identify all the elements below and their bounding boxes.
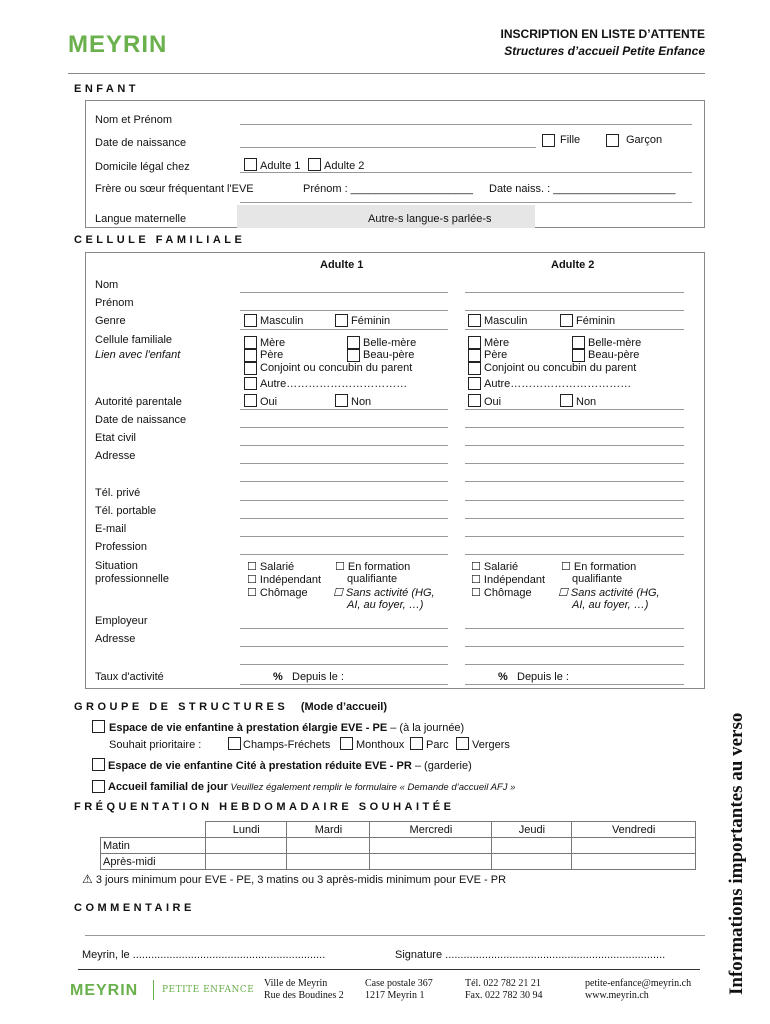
a2-independant-option[interactable]: ☐ Indépendant bbox=[471, 574, 546, 586]
eve-pe-title: Espace de vie enfantine à prestation élargie EVE - PE bbox=[109, 722, 388, 734]
vergers-label: Vergers bbox=[472, 739, 510, 751]
champs-frechets-checkbox[interactable] bbox=[228, 737, 241, 750]
a2-adresse-employeur-field-1[interactable] bbox=[465, 646, 684, 647]
footer-tel: Tél. 022 782 21 21 bbox=[465, 978, 541, 989]
row-employeur: Employeur bbox=[95, 615, 148, 627]
row-profession: Profession bbox=[95, 541, 147, 553]
afj-note: Veuillez également remplir le formulaire « Demande d’accueil AFJ » bbox=[227, 782, 516, 793]
a1-adresse-field-2[interactable] bbox=[240, 481, 448, 482]
a1-autre-checkbox[interactable] bbox=[244, 377, 257, 390]
a1-employeur-field[interactable] bbox=[240, 628, 448, 629]
a2-adresse-employeur-field-2[interactable] bbox=[465, 664, 684, 665]
row-taux: Taux d'activité bbox=[95, 671, 164, 683]
a1-beau-pere-label: Beau-père bbox=[363, 349, 415, 361]
domicile-adulte1-checkbox[interactable] bbox=[244, 158, 257, 171]
domicile-adulte2-label: Adulte 2 bbox=[324, 160, 365, 172]
a1-autorite-line bbox=[240, 409, 448, 410]
a1-salarie-option[interactable]: ☐ Salarié bbox=[247, 561, 295, 573]
a2-adresse-field-1[interactable] bbox=[465, 463, 684, 464]
a1-date-field[interactable] bbox=[240, 427, 448, 428]
a1-oui-checkbox[interactable] bbox=[244, 394, 257, 407]
a2-conjoint-label: Conjoint ou concubin du parent bbox=[484, 362, 637, 374]
row-adresse-employeur: Adresse bbox=[95, 633, 136, 645]
row-prenom: Prénom bbox=[95, 297, 134, 309]
champs-frechets-label: Champs-Fréchets bbox=[243, 739, 331, 751]
a2-pere-checkbox[interactable] bbox=[468, 349, 481, 362]
a1-masculin-checkbox[interactable] bbox=[244, 314, 257, 327]
footer-fax: Fax. 022 782 30 94 bbox=[465, 990, 543, 1001]
freq-cell[interactable] bbox=[287, 838, 370, 854]
row-cellule: Cellule familiale bbox=[95, 334, 173, 346]
section-groupe-title: GROUPE DE STRUCTURES bbox=[74, 701, 289, 713]
a1-feminin-checkbox[interactable] bbox=[335, 314, 348, 327]
a1-beau-pere-checkbox[interactable] bbox=[347, 349, 360, 362]
a2-beau-pere-checkbox[interactable] bbox=[572, 349, 585, 362]
warning-note bbox=[82, 872, 506, 886]
parc-checkbox[interactable] bbox=[410, 737, 423, 750]
souhait-label: Souhait prioritaire : bbox=[109, 739, 202, 751]
a1-nom-field[interactable] bbox=[240, 292, 448, 293]
row-nom: Nom bbox=[95, 279, 119, 291]
a1-belle-mere-checkbox[interactable] bbox=[347, 336, 360, 349]
domicile-adulte1-label: Adulte 1 bbox=[260, 160, 301, 172]
a1-pere-checkbox[interactable] bbox=[244, 349, 257, 362]
a2-nom-field[interactable] bbox=[465, 292, 684, 293]
a2-formation-option-2: qualifiante bbox=[572, 573, 623, 585]
row-situation-2: professionnelle bbox=[95, 573, 169, 585]
a1-email-field[interactable] bbox=[240, 536, 448, 537]
footer-email-link[interactable]: petite-enfance@meyrin.ch bbox=[585, 978, 692, 989]
side-note-verso: Informations importantes au verso bbox=[726, 712, 747, 995]
fille-checkbox[interactable] bbox=[542, 134, 555, 147]
row-lien: Lien avec l'enfant bbox=[95, 349, 181, 361]
form-title: INSCRIPTION EN LISTE D’ATTENTE bbox=[500, 27, 705, 41]
footer-addr-1: Ville de Meyrin bbox=[264, 978, 328, 989]
a2-adresse-field-2[interactable] bbox=[465, 481, 684, 482]
a2-oui-label: Oui bbox=[484, 396, 502, 408]
a2-email-field[interactable] bbox=[465, 536, 684, 537]
fille-label: Fille bbox=[560, 134, 581, 146]
warning-icon: ⚠ bbox=[82, 872, 93, 886]
a2-taux-field[interactable] bbox=[465, 684, 684, 685]
freq-row-apres-midi: Après-midi bbox=[101, 854, 206, 870]
a2-beau-pere-label: Beau-père bbox=[588, 349, 640, 361]
freq-day-lundi: Lundi bbox=[206, 822, 287, 838]
frere-line bbox=[240, 202, 692, 203]
eve-pr-title: Espace de vie enfantine Cité à prestation réduite EVE - PR bbox=[108, 760, 412, 772]
a2-chomage-option[interactable]: ☐ Chômage bbox=[471, 587, 532, 599]
garcon-label: Garçon bbox=[626, 134, 663, 146]
freq-cell[interactable] bbox=[370, 838, 492, 854]
domicile-label: Domicile légal chez bbox=[95, 161, 190, 173]
section-groupe bbox=[74, 701, 387, 713]
a1-depuis: Depuis le : bbox=[292, 671, 344, 683]
a1-sans-activite-option-2: AI, au foyer, …) bbox=[347, 599, 424, 611]
header-divider bbox=[68, 73, 705, 74]
afj-checkbox[interactable] bbox=[92, 780, 105, 793]
nom-prenom-field[interactable] bbox=[240, 124, 692, 125]
freq-cell[interactable] bbox=[572, 854, 696, 870]
a1-adresse-employeur-field-2[interactable] bbox=[240, 664, 448, 665]
a1-formation-option-2: qualifiante bbox=[347, 573, 398, 585]
col-adulte2: Adulte 2 bbox=[551, 259, 595, 271]
a2-tel-prive-field[interactable] bbox=[465, 500, 684, 501]
a2-oui-checkbox[interactable] bbox=[468, 394, 481, 407]
row-autorite: Autorité parentale bbox=[95, 396, 182, 408]
a2-etat-civil-field[interactable] bbox=[465, 445, 684, 446]
freq-day-mardi: Mardi bbox=[287, 822, 370, 838]
garcon-checkbox[interactable] bbox=[606, 134, 619, 147]
a1-profession-field[interactable] bbox=[240, 554, 448, 555]
a1-adresse-field-1[interactable] bbox=[240, 463, 448, 464]
eve-pr-label bbox=[108, 760, 472, 772]
form-subtitle: Structures d’accueil Petite Enfance bbox=[504, 44, 705, 58]
col-adulte1: Adulte 1 bbox=[320, 259, 364, 271]
a1-independant-option[interactable]: ☐ Indépendant bbox=[247, 574, 322, 586]
a1-pct: % bbox=[273, 671, 283, 683]
a2-pere-label: Père bbox=[484, 349, 508, 361]
frequentation-table bbox=[100, 821, 696, 870]
a2-employeur-field[interactable] bbox=[465, 628, 684, 629]
a1-sans-activite-option[interactable]: ☐ Sans activité (HG, bbox=[333, 587, 435, 599]
footer-case-2: 1217 Meyrin 1 bbox=[365, 990, 425, 1001]
row-email: E-mail bbox=[95, 523, 127, 535]
nom-prenom-label: Nom et Prénom bbox=[95, 114, 173, 126]
row-etat-civil: Etat civil bbox=[95, 432, 136, 444]
monthoux-checkbox[interactable] bbox=[340, 737, 353, 750]
domicile-line bbox=[240, 172, 692, 173]
vergers-checkbox[interactable] bbox=[456, 737, 469, 750]
a2-non-checkbox[interactable] bbox=[560, 394, 573, 407]
a2-autre-checkbox[interactable] bbox=[468, 377, 481, 390]
freq-cell[interactable] bbox=[492, 838, 572, 854]
a2-depuis: Depuis le : bbox=[517, 671, 569, 683]
a1-mere-checkbox[interactable] bbox=[244, 336, 257, 349]
a1-formation-option[interactable]: ☐ En formation bbox=[335, 561, 411, 573]
eve-pe-note: – (à la journée) bbox=[387, 722, 465, 734]
a2-autorite-line bbox=[465, 409, 684, 410]
frere-soeur-label: Frère ou sœur fréquentant l'EVE bbox=[95, 183, 254, 195]
a1-conjoint-label: Conjoint ou concubin du parent bbox=[260, 362, 413, 374]
a2-mere-checkbox[interactable] bbox=[468, 336, 481, 349]
date-naissance-field[interactable] bbox=[240, 147, 536, 148]
a2-belle-mere-label: Belle-mère bbox=[588, 337, 642, 349]
section-enfant: ENFANT bbox=[74, 83, 139, 95]
freq-day-jeudi: Jeudi bbox=[492, 822, 572, 838]
a1-conjoint-checkbox[interactable] bbox=[244, 362, 257, 375]
section-groupe-mode: (Mode d’accueil) bbox=[300, 701, 387, 713]
a2-date-field[interactable] bbox=[465, 427, 684, 428]
section-frequentation: FRÉQUENTATION HEBDOMADAIRE SOUHAITÉE bbox=[74, 801, 455, 813]
freq-cell[interactable] bbox=[287, 854, 370, 870]
a1-etat-civil-field[interactable] bbox=[240, 445, 448, 446]
parc-label: Parc bbox=[426, 739, 449, 751]
eve-pr-checkbox[interactable] bbox=[92, 758, 105, 771]
a1-tel-portable-field[interactable] bbox=[240, 518, 448, 519]
a1-oui-label: Oui bbox=[260, 396, 278, 408]
a2-sans-activite-option-2: AI, au foyer, …) bbox=[572, 599, 649, 611]
freq-cell[interactable] bbox=[492, 854, 572, 870]
freq-day-vendredi: Vendredi bbox=[572, 822, 696, 838]
afj-label bbox=[108, 781, 515, 793]
afj-title: Accueil familial de jour bbox=[108, 781, 228, 793]
row-tel-prive: Tél. privé bbox=[95, 487, 141, 499]
freq-day-mercredi: Mercredi bbox=[370, 822, 492, 838]
footer-addr-2: Rue des Boudines 2 bbox=[264, 990, 344, 1001]
langue-maternelle-label: Langue maternelle bbox=[95, 213, 187, 225]
a2-pct: % bbox=[498, 671, 508, 683]
a1-tel-prive-field[interactable] bbox=[240, 500, 448, 501]
a2-sans-activite-option[interactable]: ☐ Sans activité (HG, bbox=[558, 587, 660, 599]
a1-chomage-option[interactable]: ☐ Chômage bbox=[247, 587, 308, 599]
a2-autre-label: Autre…………………………… bbox=[484, 378, 632, 390]
row-date-naissance: Date de naissance bbox=[95, 414, 187, 426]
freq-cell[interactable] bbox=[572, 838, 696, 854]
a2-masculin-label: Masculin bbox=[484, 315, 528, 327]
a2-masculin-checkbox[interactable] bbox=[468, 314, 481, 327]
a1-genre-line bbox=[240, 329, 448, 330]
a1-mere-label: Mère bbox=[260, 337, 286, 349]
a2-conjoint-checkbox[interactable] bbox=[468, 362, 481, 375]
signature-field[interactable]: Signature ........................................................................ bbox=[395, 949, 666, 961]
meyrin-logo: MEYRIN bbox=[68, 31, 168, 58]
a1-masculin-label: Masculin bbox=[260, 315, 304, 327]
a1-non-checkbox[interactable] bbox=[335, 394, 348, 407]
domicile-adulte2-checkbox[interactable] bbox=[308, 158, 321, 171]
a1-prenom-field[interactable] bbox=[240, 310, 448, 311]
footer-case-1: Case postale 367 bbox=[365, 978, 433, 989]
freq-cell[interactable] bbox=[370, 854, 492, 870]
a1-pere-label: Père bbox=[260, 349, 284, 361]
eve-pe-label bbox=[109, 722, 464, 734]
footer-logo: MEYRIN bbox=[70, 982, 139, 999]
a2-feminin-checkbox[interactable] bbox=[560, 314, 573, 327]
warning-text: 3 jours minimum pour EVE - PE, 3 matins ou 3 après-midis minimum pour EVE - PR bbox=[95, 874, 507, 886]
section-commentaire: COMMENTAIRE bbox=[74, 902, 195, 914]
row-tel-portable: Tél. portable bbox=[95, 505, 157, 517]
a1-belle-mere-label: Belle-mère bbox=[363, 337, 417, 349]
row-adresse: Adresse bbox=[95, 450, 136, 462]
footer-website-link[interactable]: www.meyrin.ch bbox=[585, 990, 649, 1001]
freq-cell[interactable] bbox=[206, 838, 287, 854]
a2-mere-label: Mère bbox=[484, 337, 510, 349]
a1-adresse-employeur-field-1[interactable] bbox=[240, 646, 448, 647]
a2-salarie-option[interactable]: ☐ Salarié bbox=[471, 561, 519, 573]
monthoux-label: Monthoux bbox=[356, 739, 405, 751]
frere-date-naiss-field[interactable]: Date naiss. : ____________________ bbox=[489, 183, 676, 195]
date-naissance-label: Date de naissance bbox=[95, 137, 187, 149]
a2-profession-field[interactable] bbox=[465, 554, 684, 555]
frere-prenom-field[interactable]: Prénom : ____________________ bbox=[303, 183, 474, 195]
row-situation-1: Situation bbox=[95, 560, 138, 572]
eve-pe-checkbox[interactable] bbox=[92, 720, 105, 733]
a1-taux-field[interactable] bbox=[240, 684, 448, 685]
a2-belle-mere-checkbox[interactable] bbox=[572, 336, 585, 349]
a2-formation-option[interactable]: ☐ En formation bbox=[561, 561, 637, 573]
a2-feminin-label: Féminin bbox=[576, 315, 616, 327]
footer-logo-divider bbox=[153, 980, 154, 1000]
a1-non-label: Non bbox=[351, 396, 372, 408]
eve-pr-note: – (garderie) bbox=[411, 760, 472, 772]
row-genre: Genre bbox=[95, 315, 126, 327]
commentaire-field[interactable] bbox=[85, 935, 705, 936]
freq-row-matin: Matin bbox=[101, 838, 206, 854]
footer-petite-enfance: PETITE ENFANCE bbox=[162, 985, 255, 995]
a1-feminin-label: Féminin bbox=[351, 315, 391, 327]
a2-prenom-field[interactable] bbox=[465, 310, 684, 311]
autres-langues-label: Autre-s langue-s parlée-s bbox=[368, 213, 492, 225]
freq-corner bbox=[101, 822, 206, 838]
a2-tel-portable-field[interactable] bbox=[465, 518, 684, 519]
a2-genre-line bbox=[465, 329, 684, 330]
a1-autre-label: Autre…………………………… bbox=[260, 378, 408, 390]
section-cellule: CELLULE FAMILIALE bbox=[74, 234, 246, 246]
footer-divider bbox=[78, 969, 700, 970]
freq-cell[interactable] bbox=[206, 854, 287, 870]
lieu-date-field[interactable]: Meyrin, le ............................................................... bbox=[82, 949, 326, 961]
a2-non-label: Non bbox=[576, 396, 597, 408]
